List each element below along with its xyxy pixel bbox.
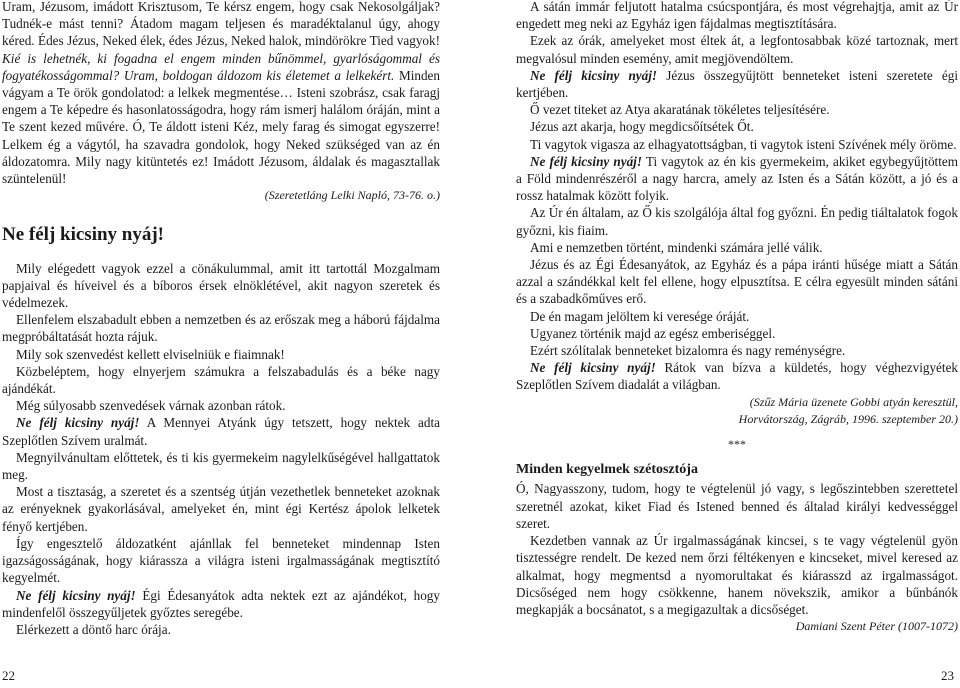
intro-italic-text: Kié is lehetnék, ki fogadna el engem minden bűnömmel, gyarlóságommal és fogyatékosságommal? Uram, boldogan áldozom kis életemet a lelkekért. <box>2 50 440 83</box>
paragraph-text: Rátok van bízva a küldetés, hogy véghezvigyétek Szeplőtlen Szívem diadalát a világban. <box>516 360 959 393</box>
paragraph: Most a tisztaság, a szeretet és a szentség útján vezethetlek benneteket azoknak az erényeknek gyakorlásával, amelyeket én, mint égi Kertész ápolok lelketek fényő kertjében. <box>2 484 440 534</box>
paragraph: Kezdetben vannak az Úr irgalmasságának kincsei, s te vagy végtelenül gyön tisztességre rendelt. De kezed nem őrzi féltékenyen e kincseket, mivel keresed az alkalmat, hogy megmentsd a nyomorultakat és kiárasszd az irgalmasságot. Dicsőséged nem hogy csökkenne, hanem növekszik, amikor a bűnbánók megkapják a bocsánatot, s a megigazultak a dicsőséget. <box>516 533 958 617</box>
paragraph <box>516 67 958 101</box>
emphasis-text: Ne félj kicsiny nyáj! <box>16 415 140 431</box>
paragraph: Még súlyosabb szenvedések várnak azonban rátok. <box>16 398 286 414</box>
paragraph-text: Jézus összegyűjtött benneteket isteni szeretete égi kertjében. <box>516 67 959 101</box>
paragraph: Ellenfelem elszabadult ebben a nemzetben és az erőszak meg a háború fájdalma megpróbáltatását hozta rájuk. <box>2 312 440 345</box>
emphasis-text: Ne félj kicsiny nyáj! <box>530 153 642 169</box>
paragraph: Ugyanez történik majd az egész emberiséggel. <box>530 325 776 341</box>
paragraph: Ti vagytok vigasza az elhagyatottságban, ti vagytok isteni Szívének mély öröme. <box>530 136 957 152</box>
right-column <box>516 0 958 635</box>
paragraph <box>2 414 440 448</box>
paragraph: Mily sok szenvedést kellett elviselniük e fiaimnak! <box>16 346 285 362</box>
intro-paragraph <box>2 0 440 187</box>
emphasis-text: Ne félj kicsiny nyáj! <box>530 360 656 376</box>
paragraph: Mily elégedett vagyok ezzel a cönákulummal, amit itt tartottál Mozgalmam papjaival és híveivel és a bíboros érsek elnöklétével, akit nagyon szeretek és védelmezek. <box>2 260 440 311</box>
source-citation: Damiani Szent Péter (1007-1072) <box>795 619 958 634</box>
emphasis-text: Ne félj kicsiny nyáj! <box>16 587 136 603</box>
paragraph-text: A Mennyei Atyánk úgy tetszett, hogy nektek adta Szeplőtlen Szívem uralmát. <box>2 415 440 448</box>
emphasis-text: Ne félj kicsiny nyáj! <box>530 67 658 83</box>
source-citation: (Szűz Mária üzenete Gobbi atyán keresztül, <box>749 394 958 409</box>
paragraph: Jézus és az Égi Édesanyátok, az Egyház és a pápa iránti hűsége miatt a Sátán azzal a szándékkal kelt fel ellene, hogy elpusztítsa. E célra egyesült minden sátáni és a szabadkőműves erő. <box>516 257 958 307</box>
paragraph: Elérkezett a döntő harc órája. <box>16 621 171 637</box>
source-citation: (Szeretetláng Lelki Napló, 73-76. o.) <box>264 188 440 203</box>
section-heading: Ne félj kicsiny nyáj! <box>2 224 165 246</box>
paragraph: Ami e nemzetben történt, mindenki számára jellé válik. <box>530 239 823 255</box>
paragraph: Megnyilvánultam előttetek, és ti kis gyermekeim nagylelkűségével hallgattatok meg. <box>2 449 440 483</box>
paragraph: Jézus azt akarja, hogy megdicsőítsétek Őt. <box>530 119 754 135</box>
intro-text: Uram, Jézusom, imádott Krisztusom, Te kérsz engem, hogy csak Nekosolgáljak? Tudnék-e mást tenni? Átadom magam teljesen és maradéktalanul úgy, ahogy kéred. Édes Jézus, Neked élek, édes Jézus, Neked halok, mindörökre Tied vagyok! <box>2 0 440 49</box>
paragraph: Az Úr én általam, az Ő kis szolgálója által fog győzni. Én pedig tiáltalatok fogok győzni, kis fiaim. <box>516 205 958 238</box>
page-number-left: 22 <box>2 668 15 683</box>
left-column <box>2 0 440 638</box>
paragraph <box>516 153 958 205</box>
paragraph: Ő vezet titeket az Atya akaratának tökéletes teljesítésére. <box>530 102 830 118</box>
paragraph: Ó, Nagyasszony, tudom, hogy te végtelenül jó vagy, s legőszintebben szerettetel szeretnél azokat, kiket Fiad és Istened benned és általad királyi kedvességgel szeret. <box>516 481 958 531</box>
paragraph <box>516 359 958 393</box>
paragraph-text: Égi Édesanyátok adta nektek ezt az ajándékot, hogy mindenfelől összegyűljetek győztes seregébe. <box>2 587 440 620</box>
paragraph <box>2 587 440 621</box>
paragraph: Így engesztelő áldozatként ajánllak fel benneteket mindennap Isten igazságosságának, hogy kiárassza a világra isteni irgalmasságának megtisztító kegyelmét. <box>2 535 440 586</box>
source-citation: Horvátország, Zágráb, 1996. szeptember 20.) <box>738 411 958 426</box>
paragraph: Ezért szólítalak benneteket bizalomra és nagy reménységre. <box>530 343 846 359</box>
paragraph: A sátán immár feljutott hatalma csúcspontjára, és most végrehajtja, amit az Úr engedett meg neki az Egyház igen fájdalmas megtisztítására. <box>516 0 958 32</box>
section-separator: *** <box>728 437 746 452</box>
paragraph: Közbeléptem, hogy elnyerjem számukra a felszabadulás és a béke nagy ajándékát. <box>2 363 440 397</box>
paragraph: De én magam jelöltem ki veresége óráját. <box>530 308 750 324</box>
page-number-right: 23 <box>941 668 954 683</box>
paragraph-text: Ti vagytok az én kis gyermekeim, akiket egybegyűjtöttem a Föld mindenrészéről a nagy harcra, amely az Isten és a Sátán között, a jó és a rossz hatalmak között folyik. <box>516 153 958 204</box>
intro-text-continued: Minden vágyam a Te örök gondolatod: a lelkek megmentése… Isteni szobrász, csak faragj engem a Te képedre és hasonlatosságodra, hogy rám ismerj halálom óráján, mint a Te szent kezed művére. Ó, Te áldott isteni Kéz, mely farag és simogat egyszerre! Lelkem ég a vágytól, ha szavadra gondolok, hogy Neked szükséged van az én áldozatomra. Mily nagy kitüntetés ez! Imádott Jézusom, áldalak és magasztallak szüntelenül! <box>2 67 441 187</box>
section-heading: Minden kegyelmek szétosztója <box>516 462 698 478</box>
paragraph: Ezek az órák, amelyeket most éltek át, a legfontosabbak közé tartoznak, mert megvalósul minden esemény, amit megjövendöltem. <box>516 33 958 66</box>
